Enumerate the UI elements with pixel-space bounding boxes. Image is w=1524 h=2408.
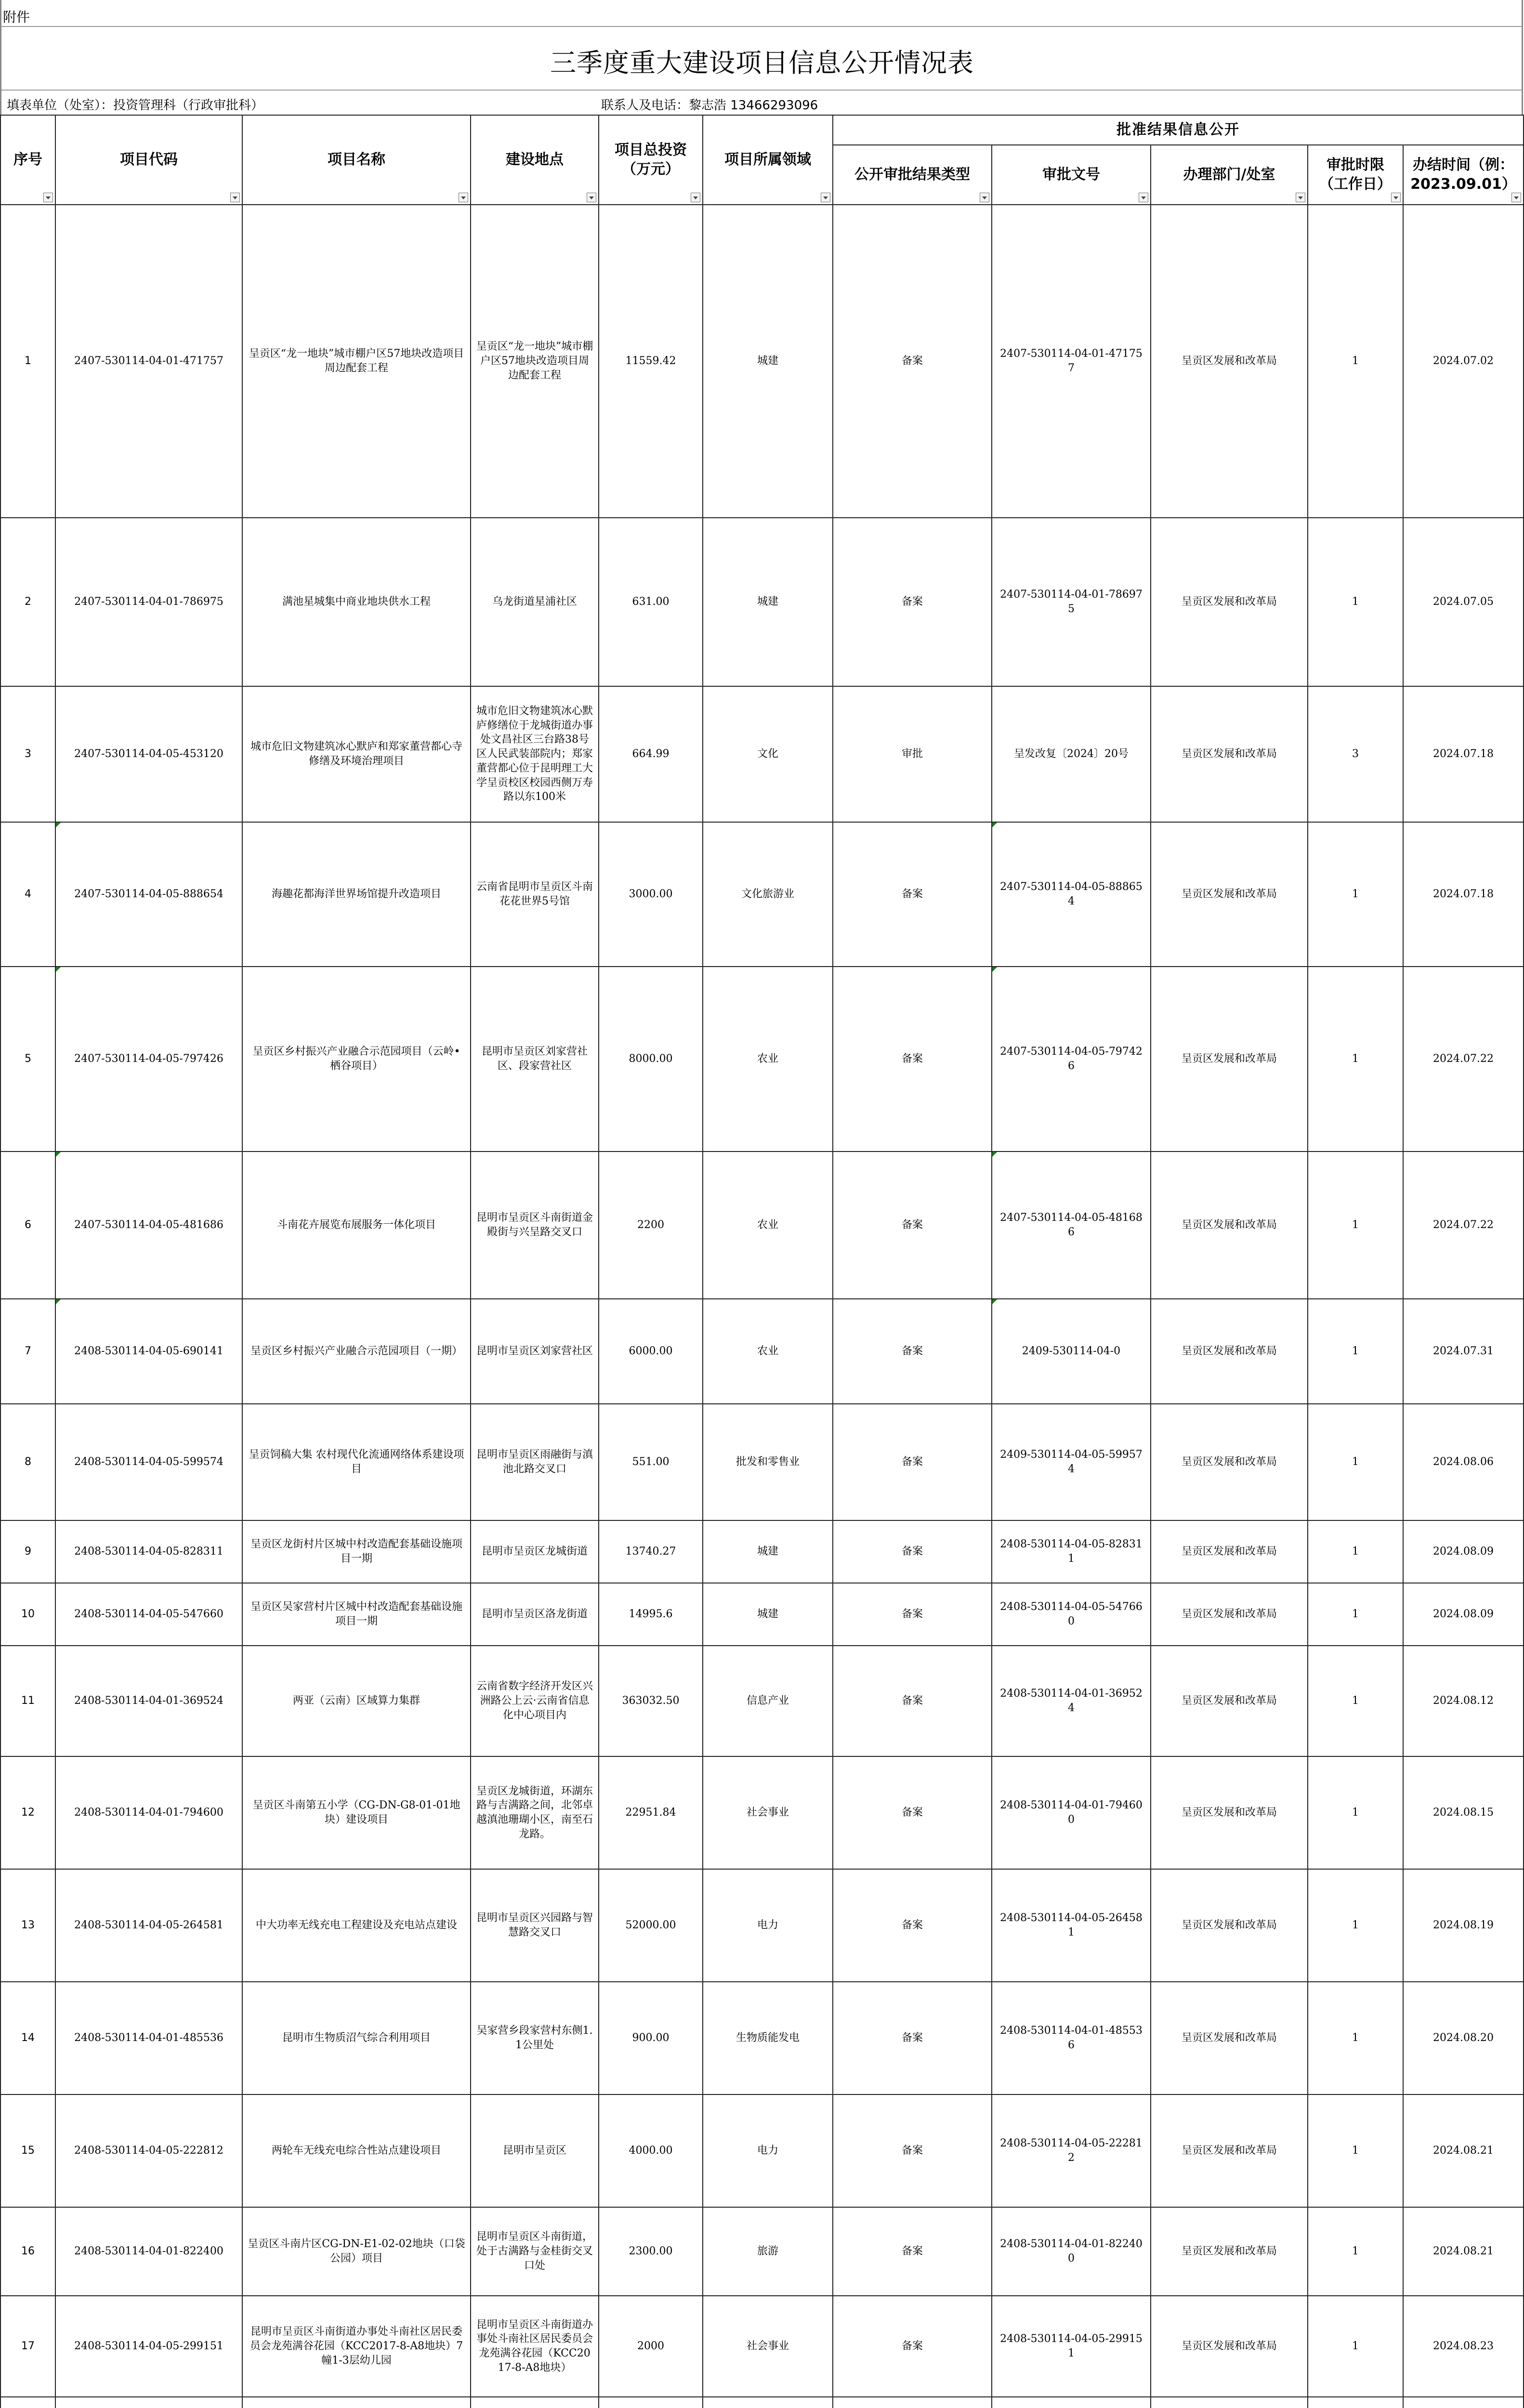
cell-days[interactable]: 1	[1308, 967, 1403, 1152]
cell-date[interactable]: 2024.07.02	[1403, 205, 1524, 518]
cell-investment[interactable]: 2000	[599, 2296, 703, 2397]
cell-doc-no[interactable]: 2408-530114-04-05-222812	[992, 2094, 1151, 2207]
cell-code[interactable]: 2408-530114-04-01-485536	[55, 1982, 242, 2094]
cell-seq[interactable]: 7	[0, 1299, 55, 1404]
cell-investment[interactable]: 664.99	[599, 686, 703, 822]
cell-days[interactable]	[1308, 2397, 1403, 2408]
cell-seq[interactable]: 16	[0, 2207, 55, 2296]
cell-field[interactable]: 批发和零售业	[703, 1404, 833, 1520]
cell-investment[interactable]: 52000.00	[599, 1869, 703, 1982]
cell-dept[interactable]: 呈贡区发展和改革局	[1151, 1583, 1308, 1646]
cell-code[interactable]: 2407-530114-04-01-471757	[55, 205, 242, 518]
cell-investment[interactable]: 2300.00	[599, 2207, 703, 2296]
cell-text: 2407-530114-04-05-888654	[1000, 881, 1143, 907]
cell-doc-no[interactable]: 2408-530114-04-05-264581	[992, 1869, 1151, 1982]
filter-dropdown-icon[interactable]	[587, 193, 596, 202]
cell-date[interactable]: 2024.08.20	[1403, 1982, 1524, 2094]
cell-dept[interactable]: 呈贡区发展和改革局	[1151, 1982, 1308, 2094]
header-field: 项目所属领域	[703, 115, 833, 205]
cell-date[interactable]: 2024.08.21	[1403, 2094, 1524, 2207]
cell-field[interactable]: 社会事业	[703, 2296, 833, 2397]
cell-days[interactable]: 1	[1308, 205, 1403, 518]
cell-result-type[interactable]: 备案	[833, 1756, 992, 1869]
error-indicator-icon	[56, 823, 61, 827]
error-indicator-icon	[56, 1299, 61, 1304]
cell-result-type[interactable]: 备案	[833, 2207, 992, 2296]
cell-seq[interactable]: 13	[0, 1869, 55, 1982]
cell-code[interactable]	[55, 822, 242, 967]
cell-result-type[interactable]: 备案	[833, 1869, 992, 1982]
cell-days[interactable]: 1	[1308, 1982, 1403, 2094]
cell-name[interactable]: 呈贡区乡村振兴产业融合示范园项目（云岭•栖谷项目）	[242, 967, 471, 1152]
cell-doc-no[interactable]	[992, 822, 1151, 967]
header-location: 建设地点	[471, 115, 599, 205]
cell-seq[interactable]: 3	[0, 686, 55, 822]
table-row	[0, 1869, 1524, 1982]
cell-date[interactable]: 2024.07.18	[1403, 822, 1524, 967]
cell-field[interactable]: 城建	[703, 1520, 833, 1583]
cell-location[interactable]: 呈贡区龙城街道，环湖东路与吉满路之间，北邻卓 越滇池珊瑚小区，南至石龙路。	[471, 1756, 599, 1869]
cell-date[interactable]: 2024.08.09	[1403, 1520, 1524, 1583]
cell-location[interactable]: 昆明市呈贡区	[471, 2094, 599, 2207]
cell-date[interactable]: 2024.08.06	[1403, 1404, 1524, 1520]
cell-days[interactable]: 1	[1308, 822, 1403, 967]
cell-date[interactable]: 2024.08.09	[1403, 1583, 1524, 1646]
cell-seq[interactable]: 6	[0, 1152, 55, 1299]
cell-text: 2409-530114-04-0	[1022, 1345, 1121, 1358]
cell-dept[interactable]: 呈贡区发展和改革局	[1151, 518, 1308, 686]
cell-doc-no[interactable]: 2408-530114-04-05-299151	[992, 2296, 1151, 2397]
cell-name[interactable]: 呈贡区斗南片区CG-DN-E1-02-02地块（口袋公园）项目	[242, 2207, 471, 2296]
cell-doc-no[interactable]: 2408-530114-04-01-794600	[992, 1756, 1151, 1869]
cell-location[interactable]: 城市危旧文物建筑冰心默庐修缮位于龙城街道办事处文昌社区三台路38号区人民武装部院内；郑家董营都心位于昆明理工大学呈贡校区校园西侧万寿路以东100米	[471, 686, 599, 822]
cell-code[interactable]: 2408-530114-04-05-599574	[55, 1404, 242, 1520]
cell-seq[interactable]: 11	[0, 1646, 55, 1756]
cell-name[interactable]: 呈贡区斗南第五小学（CG-DN-G8-01-01地块）建设项目	[242, 1756, 471, 1869]
cell-location[interactable]: 昆明市呈贡区斗南街道，处于古满路与金桂街交叉口处	[471, 2207, 599, 2296]
cell-location[interactable]: 乌龙街道星浦社区	[471, 518, 599, 686]
cell-doc-no[interactable]: 2407-530114-04-01-471757	[992, 205, 1151, 518]
cell-code[interactable]	[55, 967, 242, 1152]
cell-result-type[interactable]: 备案	[833, 1982, 992, 2094]
table-row	[0, 2397, 1524, 2408]
cell-dept[interactable]: 呈贡区发展和改革局	[1151, 686, 1308, 822]
cell-result-type[interactable]: 备案	[833, 967, 992, 1152]
cell-result-type[interactable]: 备案	[833, 2094, 992, 2207]
cell-result-type[interactable]: 备案	[833, 1299, 992, 1404]
filter-dropdown-icon[interactable]	[43, 193, 53, 202]
filter-dropdown-icon[interactable]	[1511, 193, 1521, 202]
cell-days[interactable]: 1	[1308, 1756, 1403, 1869]
cell-location[interactable]: 云南省数字经济开发区兴洲路公上云·云南省信息化中心项目内	[471, 1646, 599, 1756]
cell-investment[interactable]: 2200	[599, 1152, 703, 1299]
header-name: 项目名称	[242, 115, 471, 205]
cell-field[interactable]: 电力	[703, 1869, 833, 1982]
cell-days[interactable]: 1	[1308, 1520, 1403, 1583]
cell-code[interactable]: 2407-530114-04-01-786975	[55, 518, 242, 686]
cell-doc-no[interactable]: 2407-530114-04-01-786975	[992, 518, 1151, 686]
cell-date[interactable]: 2024.07.05	[1403, 518, 1524, 686]
cell-name[interactable]: 呈贡区龙街村片区城中村改造配套基础设施项目一期	[242, 1520, 471, 1583]
cell-investment[interactable]: 900.00	[599, 1982, 703, 2094]
cell-days[interactable]: 1	[1308, 1869, 1403, 1982]
cell-days[interactable]: 1	[1308, 2207, 1403, 2296]
table-row	[0, 2207, 1524, 2296]
cell-text: 2407-530114-04-05-481686	[74, 1219, 223, 1231]
table-row	[0, 1152, 1524, 1299]
cell-seq[interactable]: 12	[0, 1756, 55, 1869]
cell-field[interactable]: 城建	[703, 1583, 833, 1646]
cell-field[interactable]: 生物质能发电	[703, 1982, 833, 2094]
cell-seq[interactable]: 10	[0, 1583, 55, 1646]
cell-name[interactable]: 满池星城集中商业地块供水工程	[242, 518, 471, 686]
cell-doc-no[interactable]	[992, 1152, 1151, 1299]
cell-investment[interactable]: 551.00	[599, 1404, 703, 1520]
cell-location[interactable]: 昆明市呈贡区兴园路与智慧路交叉口	[471, 1869, 599, 1982]
cell-date[interactable]: 2024.08.21	[1403, 2207, 1524, 2296]
cell-seq[interactable]: 14	[0, 1982, 55, 2094]
table-row	[0, 1520, 1524, 1583]
cell-doc-no[interactable]: 呈发改复〔2024〕20号	[992, 686, 1151, 822]
cell-date[interactable]	[1403, 2397, 1524, 2408]
cell-name[interactable]	[242, 2397, 471, 2408]
cell-result-type[interactable]: 备案	[833, 1404, 992, 1520]
cell-code[interactable]: 2408-530114-04-05-222812	[55, 2094, 242, 2207]
cell-investment[interactable]: 13740.27	[599, 1520, 703, 1583]
cell-dept[interactable]: 呈贡区发展和改革局	[1151, 2296, 1308, 2397]
cell-field[interactable]: 文化	[703, 686, 833, 822]
cell-investment[interactable]: 4000.00	[599, 2094, 703, 2207]
cell-location[interactable]: 昆明市呈贡区斗南街道金殿街与兴呈路交叉口	[471, 1152, 599, 1299]
cell-field[interactable]: 农业	[703, 1152, 833, 1299]
cell-investment[interactable]: 363032.50	[599, 1646, 703, 1756]
header-seq: 序号	[0, 115, 55, 205]
error-indicator-icon	[56, 1152, 61, 1157]
cell-seq[interactable]	[0, 2397, 55, 2408]
cell-date[interactable]: 2024.08.23	[1403, 2296, 1524, 2397]
cell-seq[interactable]: 9	[0, 1520, 55, 1583]
cell-seq[interactable]: 2	[0, 518, 55, 686]
cell-result-type[interactable]: 备案	[833, 1583, 992, 1646]
cell-location[interactable]: 昆明市呈贡区雨融街与滇池北路交叉口	[471, 1404, 599, 1520]
cell-dept[interactable]: 呈贡区发展和改革局	[1151, 967, 1308, 1152]
cell-location[interactable]: 呈贡区“龙一地块”城市棚户区57地块改造项目周边配套工程	[471, 205, 599, 518]
cell-days[interactable]: 1	[1308, 1152, 1403, 1299]
cell-dept[interactable]: 呈贡区发展和改革局	[1151, 1404, 1308, 1520]
filter-dropdown-icon[interactable]	[1296, 193, 1305, 202]
cell-dept[interactable]: 呈贡区发展和改革局	[1151, 205, 1308, 518]
cell-code[interactable]: 2408-530114-04-01-369524	[55, 1646, 242, 1756]
error-indicator-icon	[992, 823, 997, 827]
project-table	[0, 115, 1524, 2408]
cell-dept[interactable]: 呈贡区发展和改革局	[1151, 1152, 1308, 1299]
cell-field[interactable]: 旅游	[703, 2207, 833, 2296]
cell-code[interactable]: 2408-530114-04-05-299151	[55, 2296, 242, 2397]
cell-code[interactable]: 2408-530114-04-01-822400	[55, 2207, 242, 2296]
cell-date[interactable]: 2024.08.12	[1403, 1646, 1524, 1756]
cell-investment[interactable]	[599, 2397, 703, 2408]
cell-location[interactable]	[471, 2397, 599, 2408]
cell-name[interactable]: 呈贡区乡村振兴产业融合示范园项目（一期）	[242, 1299, 471, 1404]
cell-result-type[interactable]: 备案	[833, 822, 992, 967]
cell-location[interactable]: 昆明市呈贡区龙城街道	[471, 1520, 599, 1583]
cell-code[interactable]: 2408-530114-04-05-828311	[55, 1520, 242, 1583]
header-date: 办结时间（例：2023.09.01）	[1403, 145, 1524, 205]
cell-days[interactable]: 1	[1308, 1299, 1403, 1404]
cell-location[interactable]: 云南省昆明市呈贡区斗南花花世界5号馆	[471, 822, 599, 967]
header-doc-no: 审批文号	[992, 145, 1151, 205]
contact-text: 联系人及电话：黎志浩 13466293096	[601, 98, 818, 113]
table-row	[0, 1982, 1524, 2094]
cell-text: 2407-530114-04-05-888654	[74, 888, 223, 901]
cell-seq[interactable]: 1	[0, 205, 55, 518]
table-row	[0, 2296, 1524, 2397]
error-indicator-icon	[992, 1152, 997, 1157]
cell-investment[interactable]: 22951.84	[599, 1756, 703, 1869]
cell-doc-no[interactable]	[992, 2397, 1151, 2408]
cell-name[interactable]: 城市危旧文物建筑冰心默庐和郑家董营都心寺修缮及环境治理项目	[242, 686, 471, 822]
cell-investment[interactable]: 3000.00	[599, 822, 703, 967]
cell-code[interactable]: 2407-530114-04-05-453120	[55, 686, 242, 822]
cell-field[interactable]: 信息产业	[703, 1646, 833, 1756]
cell-dept[interactable]: 呈贡区发展和改革局	[1151, 2094, 1308, 2207]
header-investment: 项目总投资（万元）	[599, 115, 703, 205]
cell-field[interactable]: 农业	[703, 1299, 833, 1404]
table-row	[0, 1583, 1524, 1646]
filter-dropdown-icon[interactable]	[691, 193, 700, 202]
error-indicator-icon	[992, 1299, 997, 1304]
filter-dropdown-icon[interactable]	[821, 193, 830, 202]
cell-result-type[interactable]: 审批	[833, 686, 992, 822]
cell-text: 2408-530114-04-05-690141	[74, 1345, 223, 1358]
cell-investment[interactable]: 6000.00	[599, 1299, 703, 1404]
cell-days[interactable]: 1	[1308, 2094, 1403, 2207]
cell-field[interactable]: 城建	[703, 518, 833, 686]
cell-field[interactable]: 电力	[703, 2094, 833, 2207]
cell-name[interactable]: 昆明市呈贡区斗南街道办事处斗南社区居民委员会龙苑满谷花园（KCC2017-8-A8地块）7幢1-3层幼儿园	[242, 2296, 471, 2397]
cell-doc-no[interactable]	[992, 967, 1151, 1152]
table-row	[0, 205, 1524, 518]
cell-name[interactable]: 斗南花卉展览布展服务一体化项目	[242, 1152, 471, 1299]
filter-dropdown-icon[interactable]	[1139, 193, 1148, 202]
cell-dept[interactable]: 呈贡区发展和改革局	[1151, 1646, 1308, 1756]
cell-field[interactable]: 城建	[703, 205, 833, 518]
table-row	[0, 1404, 1524, 1520]
cell-field[interactable]: 农业	[703, 967, 833, 1152]
cell-code[interactable]: 2408-530114-04-05-547660	[55, 1583, 242, 1646]
cell-seq[interactable]: 8	[0, 1404, 55, 1520]
cell-location[interactable]: 昆明市呈贡区刘家营社区、段家营社区	[471, 967, 599, 1152]
cell-name[interactable]: 中大功率无线充电工程建设及充电站点建设	[242, 1869, 471, 1982]
cell-date[interactable]: 2024.07.22	[1403, 1152, 1524, 1299]
cell-code[interactable]	[55, 1152, 242, 1299]
table-row	[0, 518, 1524, 686]
cell-text: 2407-530114-04-05-797426	[1000, 1046, 1143, 1072]
cell-dept[interactable]: 呈贡区发展和改革局	[1151, 1756, 1308, 1869]
cell-date[interactable]: 2024.07.18	[1403, 686, 1524, 822]
header-dept: 办理部门/处室	[1151, 145, 1308, 205]
table-row	[0, 1299, 1524, 1404]
cell-result-type[interactable]: 备案	[833, 1646, 992, 1756]
cell-doc-no[interactable]: 2408-530114-04-01-369524	[992, 1646, 1151, 1756]
table-row	[0, 967, 1524, 1152]
cell-days[interactable]: 1	[1308, 1404, 1403, 1520]
cell-doc-no[interactable]: 2408-530114-04-01-485536	[992, 1982, 1151, 2094]
header-result-type: 公开审批结果类型	[833, 145, 992, 205]
cell-doc-no[interactable]: 2409-530114-04-05-599574	[992, 1404, 1151, 1520]
cell-days[interactable]: 1	[1308, 2296, 1403, 2397]
table-row	[0, 2094, 1524, 2207]
cell-seq[interactable]: 15	[0, 2094, 55, 2207]
cell-name[interactable]: 两亚（云南）区域算力集群	[242, 1646, 471, 1756]
cell-dept[interactable]: 呈贡区发展和改革局	[1151, 2207, 1308, 2296]
cell-dept[interactable]: 呈贡区发展和改革局	[1151, 1520, 1308, 1583]
cell-seq[interactable]: 5	[0, 967, 55, 1152]
cell-field[interactable]: 文化旅游业	[703, 822, 833, 967]
cell-location[interactable]: 昆明市呈贡区刘家营社区	[471, 1299, 599, 1404]
cell-result-type[interactable]: 备案	[833, 2296, 992, 2397]
cell-field[interactable]	[703, 2397, 833, 2408]
filter-dropdown-icon[interactable]	[1391, 193, 1401, 202]
cell-code[interactable]	[55, 2397, 242, 2408]
cell-doc-no[interactable]: 2408-530114-04-05-547660	[992, 1583, 1151, 1646]
table-row	[0, 1756, 1524, 1869]
table-row	[0, 686, 1524, 822]
cell-doc-no[interactable]	[992, 1299, 1151, 1404]
cell-result-type[interactable]: 备案	[833, 518, 992, 686]
cell-dept[interactable]: 呈贡区发展和改革局	[1151, 1299, 1308, 1404]
header-approval-group: 批准结果信息公开	[833, 115, 1524, 145]
filter-dropdown-icon[interactable]	[459, 193, 468, 202]
cell-code[interactable]	[55, 1299, 242, 1404]
cell-date[interactable]: 2024.07.22	[1403, 967, 1524, 1152]
error-indicator-icon	[56, 967, 61, 972]
cell-days[interactable]: 1	[1308, 518, 1403, 686]
filter-dropdown-icon[interactable]	[980, 193, 989, 202]
cell-result-type[interactable]: 备案	[833, 205, 992, 518]
cell-name[interactable]: 呈贡区“龙一地块”城市棚户区57地块改造项目周边配套工程	[242, 205, 471, 518]
cell-location[interactable]: 吴家营乡段家营村东侧1.1公里处	[471, 1982, 599, 2094]
cell-result-type[interactable]	[833, 2397, 992, 2408]
cell-investment[interactable]: 8000.00	[599, 967, 703, 1152]
cell-result-type[interactable]: 备案	[833, 1520, 992, 1583]
header-days: 审批时限（工作日）	[1308, 145, 1403, 205]
cell-dept[interactable]	[1151, 2397, 1308, 2408]
cell-result-type[interactable]: 备案	[833, 1152, 992, 1299]
header-code: 项目代码	[55, 115, 242, 205]
page-title: 三季度重大建设项目信息公开情况表	[550, 48, 974, 78]
cell-location[interactable]: 昆明市呈贡区洛龙街道	[471, 1583, 599, 1646]
cell-name[interactable]: 呈贡饲稿大集 农村现代化流通网络体系建设项目	[242, 1404, 471, 1520]
cell-name[interactable]: 两轮车无线充电综合性站点建设项目	[242, 2094, 471, 2207]
cell-seq[interactable]: 17	[0, 2296, 55, 2397]
cell-days[interactable]: 3	[1308, 686, 1403, 822]
error-indicator-icon	[992, 967, 997, 972]
attachment-label: 附件	[3, 9, 30, 25]
fill-unit-text: 填表单位（处室）：投资管理科（行政审批科）	[7, 98, 264, 113]
cell-name[interactable]: 昆明市生物质沼气综合利用项目	[242, 1982, 471, 2094]
cell-date[interactable]: 2024.07.31	[1403, 1299, 1524, 1404]
cell-date[interactable]: 2024.08.19	[1403, 1869, 1524, 1982]
cell-investment[interactable]: 11559.42	[599, 205, 703, 518]
cell-doc-no[interactable]: 2408-530114-04-01-822400	[992, 2207, 1151, 2296]
table-row	[0, 1646, 1524, 1756]
table-row	[0, 822, 1524, 967]
cell-text: 2407-530114-04-05-481686	[1000, 1212, 1143, 1238]
cell-investment[interactable]: 631.00	[599, 518, 703, 686]
cell-location[interactable]: 昆明市呈贡区斗南街道办事处斗南社区居民委员会龙苑满谷花园（KCC2017-8-A8地块）	[471, 2296, 599, 2397]
cell-dept[interactable]: 呈贡区发展和改革局	[1151, 822, 1308, 967]
cell-name[interactable]: 呈贡区吴家营村片区城中村改造配套基础设施项目一期	[242, 1583, 471, 1646]
cell-code[interactable]: 2408-530114-04-05-264581	[55, 1869, 242, 1982]
cell-investment[interactable]: 14995.6	[599, 1583, 703, 1646]
cell-seq[interactable]: 4	[0, 822, 55, 967]
cell-days[interactable]: 1	[1308, 1583, 1403, 1646]
cell-text: 2407-530114-04-05-797426	[74, 1053, 223, 1065]
cell-code[interactable]: 2408-530114-04-01-794600	[55, 1756, 242, 1869]
filter-dropdown-icon[interactable]	[230, 193, 240, 202]
cell-date[interactable]: 2024.08.15	[1403, 1756, 1524, 1869]
cell-doc-no[interactable]: 2408-530114-04-05-828311	[992, 1520, 1151, 1583]
cell-field[interactable]: 社会事业	[703, 1756, 833, 1869]
cell-name[interactable]: 海趣花都海洋世界场馆提升改造项目	[242, 822, 471, 967]
cell-days[interactable]: 1	[1308, 1646, 1403, 1756]
cell-dept[interactable]: 呈贡区发展和改革局	[1151, 1869, 1308, 1982]
